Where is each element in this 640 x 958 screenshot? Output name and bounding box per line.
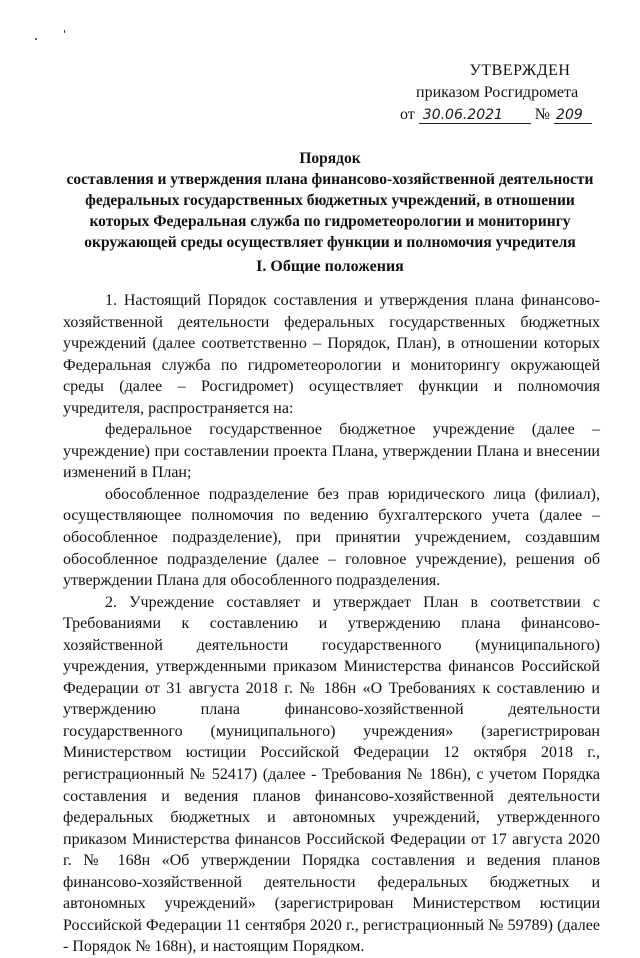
date-prefix: от [400, 106, 415, 123]
scan-speck [64, 30, 65, 33]
title-line: которых Федеральная служба по гидрометеорологии и мониторингу [89, 213, 571, 230]
paragraph: федеральное государственное бюджетное учреждение (далее – учреждение) при составлении проекта Плана, утверждении Плана и внесении изменений в План; [63, 421, 600, 482]
handwritten-date: 30.06.2021 [419, 107, 531, 124]
title-line: федеральных государственных бюджетных учреждений, в отношении [85, 192, 575, 209]
paragraph: 1. Настоящий Порядок составления и утверждения плана финансово-хозяйственной деятельности федеральных государственных бюджетных учреждений (далее соответственно – Порядок, План), в отношении которых Федеральная служба по гидрометеорологии и мониторингу окружающей среды (далее – Росгидромет) осуществляет функции и полномочия учредителя, распространяется на: [63, 292, 600, 417]
handwritten-number: 209 [554, 107, 592, 124]
title-line: составления и утверждения плана финансово-хозяйственной деятельности [66, 171, 594, 188]
document-body [63, 290, 600, 958]
paragraph: обособленное подразделение без прав юридического лица (филиал), осуществляющее полномочия по ведению бухгалтерского учета (далее – обособленное подразделение), при принятии учреждением, создавшим обособленное подразделение (далее – головное учреждение), решения об утверждении Плана для обособленного подразделения. [63, 485, 600, 590]
paragraph: 2. Учреждение составляет и утверждает План в соответствии с Требованиями к составлению и утверждению плана финансово-хозяйственной деятельности государственного (муниципального) учреждения, утвержденными приказом Министерства финансов Российской Федерации от 31 августа 2018 г. № 186н «О Требованиях к составлению и утверждению плана финансово-хозяйственной деятельности государственного (муниципального) учреждения» (зарегистрирован Министерством юстиции Российской Федерации 12 октября 2018 г., регистрационный № 52417) (далее - Требования № 186н), с учетом Порядка составления и ведения планов финансово-хозяйственной деятельности федеральных бюджетных и автономных учреждений, утвержденного приказом Министерства финансов Российской Федерации от 17 августа 2020 г. № 168н «Об утверждении Порядка составления и ведения планов финансово-хозяйственной деятельности федеральных бюджетных и автономных учреждений» (зарегистрирован Министерством юстиции Российской Федерации 11 сентября 2020 г., регистрационный № 59789) (далее - Порядок № 168н), и настоящим Порядком. [63, 593, 600, 956]
approval-order-line: приказом Росгидромета [416, 84, 579, 101]
scan-speck [35, 38, 37, 40]
approval-stamp [400, 60, 600, 126]
document-title [60, 148, 600, 253]
section-heading: I. Общие положения [256, 258, 404, 275]
approval-title: УТВЕРЖДЕН [469, 62, 571, 79]
number-prefix: № [534, 106, 551, 123]
approval-date-line [400, 104, 600, 126]
title-line: окружающей среды осуществляет функции и полномочия учредителя [84, 234, 576, 251]
title-line: Порядок [299, 150, 361, 167]
